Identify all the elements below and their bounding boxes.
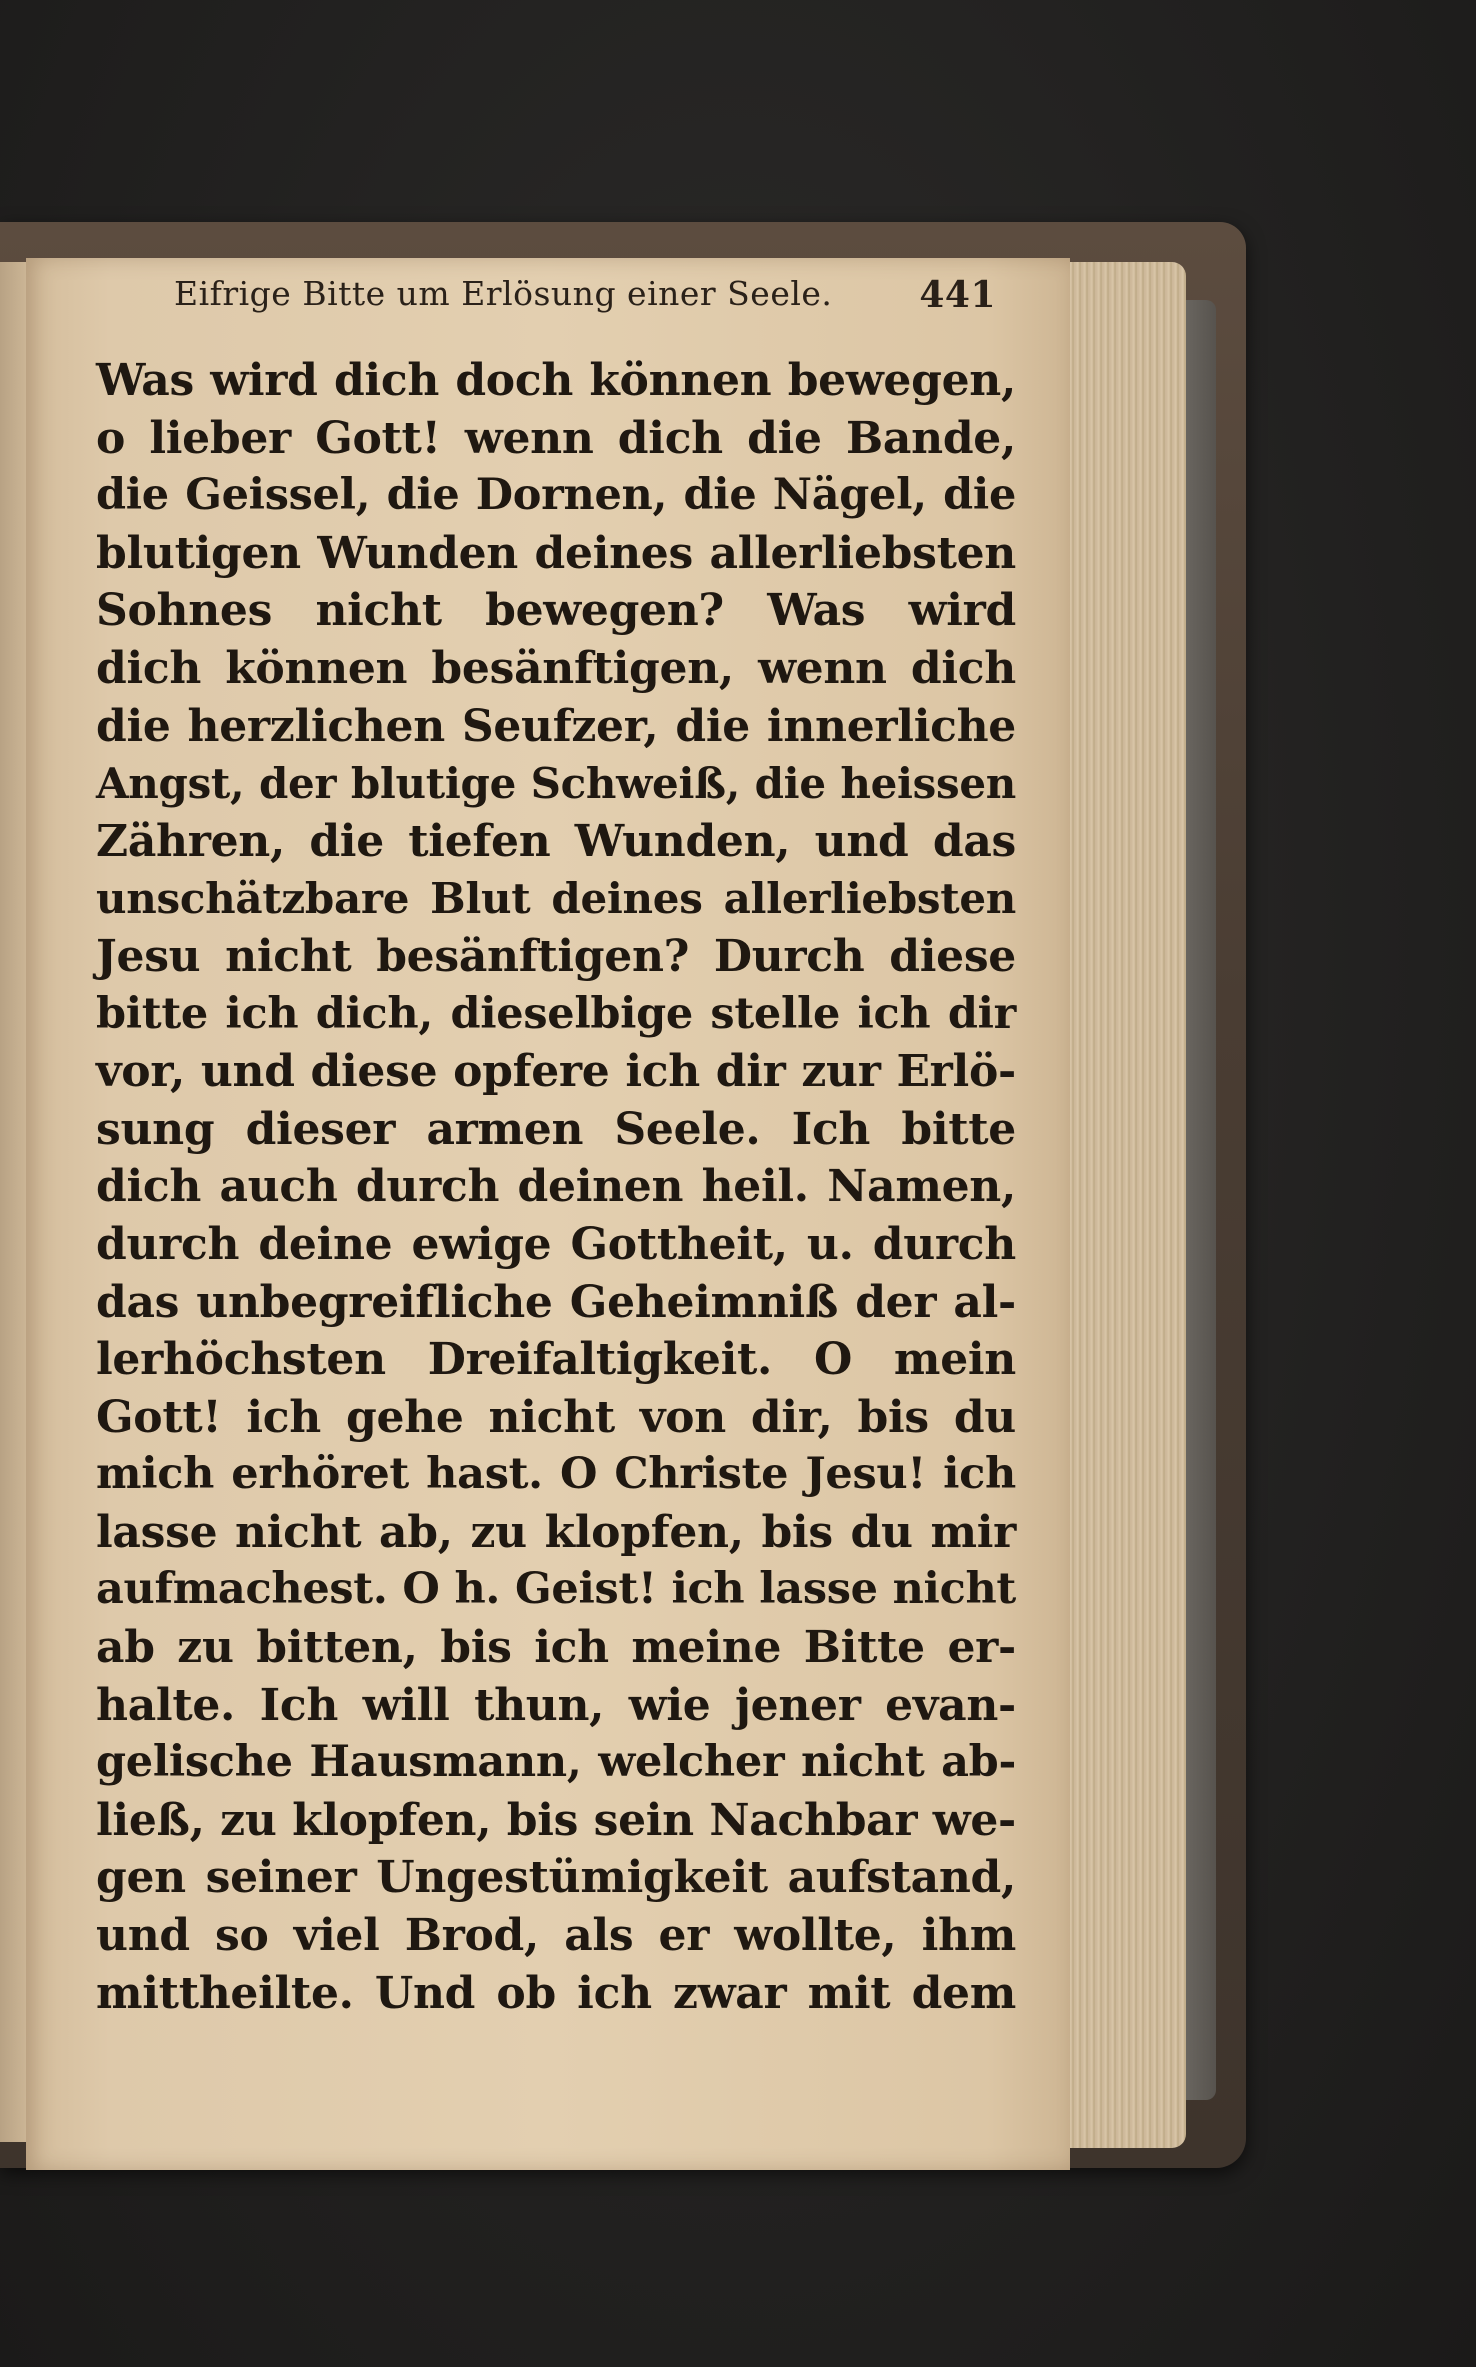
- text-line: Zähren, die tiefen Wunden, und das: [96, 815, 1016, 867]
- text-line: das unbegreifliche Geheimniß der al-: [96, 1276, 1016, 1328]
- text-line: Angst, der blutige Schweiß, die heissen: [96, 759, 1016, 809]
- left-page-sliver: [0, 262, 26, 2142]
- text-line: unschätzbare Blut deines allerliebsten: [96, 874, 1016, 924]
- text-line: Sohnes nicht bewegen? Was wird: [96, 585, 1016, 637]
- text-line: durch deine ewige Gottheit, u. durch: [96, 1218, 1016, 1270]
- text-line: die herzlichen Seufzer, die innerliche: [96, 700, 1016, 752]
- text-line: die Geissel, die Dornen, die Nägel, die: [96, 470, 1016, 521]
- text-line: lerhöchsten Dreifaltigkeit. O mein: [96, 1334, 1016, 1386]
- text-line: mich erhöret hast. O Christe Jesu! ich: [96, 1449, 1016, 1500]
- text-line: blutigen Wunden deines allerliebsten: [96, 527, 1016, 579]
- text-line: ab zu bitten, bis ich meine Bitte er-: [96, 1622, 1016, 1674]
- text-line: ließ, zu klopfen, bis sein Nachbar we-: [96, 1794, 1016, 1846]
- text-line: mittheilte. Und ob ich zwar mit dem: [96, 1967, 1016, 2019]
- text-line: Jesu nicht besänftigen? Durch diese: [96, 930, 1016, 982]
- text-line: halte. Ich will thun, wie jener evan-: [96, 1679, 1016, 1731]
- text-line: vor, und diese opfere ich dir zur Erlö-: [96, 1046, 1016, 1098]
- page-number: 441: [919, 274, 996, 316]
- text-line: lasse nicht ab, zu klopfen, bis du mir: [96, 1506, 1016, 1558]
- text-line: gelische Hausmann, welcher nicht ab-: [96, 1737, 1016, 1788]
- running-title: Eifrige Bitte um Erlösung einer Seele.: [174, 274, 833, 313]
- text-line: dich können besänftigen, wenn dich: [96, 642, 1016, 694]
- text-line: gen seiner Ungestümigkeit aufstand,: [96, 1852, 1016, 1904]
- text-line: sung dieser armen Seele. Ich bitte: [96, 1103, 1016, 1155]
- text-line: und so viel Brod, als er wollte, ihm: [96, 1910, 1016, 1962]
- text-line: Gott! ich gehe nicht von dir, bis du: [96, 1391, 1016, 1443]
- text-line: Was wird dich doch können bewegen,: [96, 355, 1016, 406]
- body-text: [96, 352, 1016, 2022]
- text-line: o lieber Gott! wenn dich die Bande,: [96, 412, 1016, 464]
- text-line: bitte ich dich, dieselbige stelle ich dir: [96, 988, 1016, 1039]
- text-line: dich auch durch deinen heil. Namen,: [96, 1161, 1016, 1213]
- text-line: aufmachest. O h. Geist! ich lasse nicht: [96, 1564, 1016, 1615]
- page-header: [150, 268, 1010, 328]
